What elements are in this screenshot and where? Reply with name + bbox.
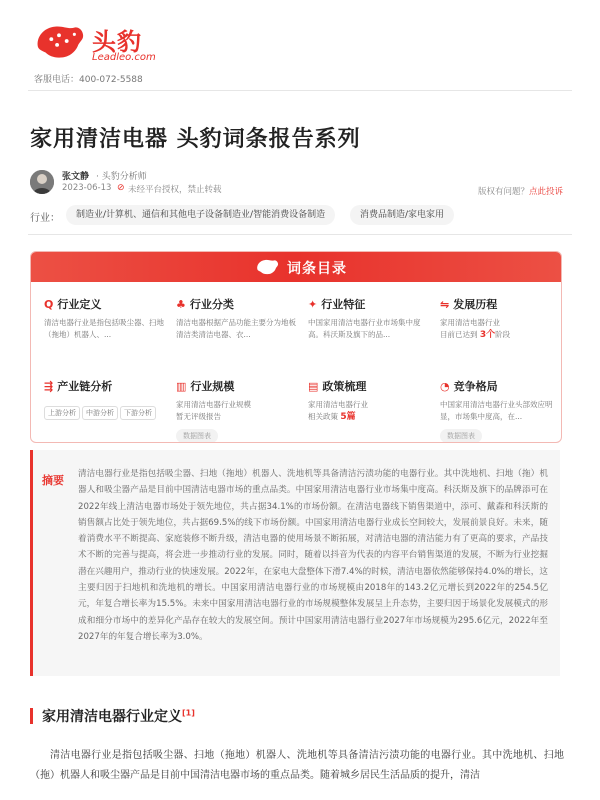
catalog-item-title: 政策梳理 — [322, 380, 367, 393]
chain-icon: ⇶ — [44, 380, 54, 393]
catalog-item-title: 竞争格局 — [453, 380, 498, 393]
abstract-label: 摘要 — [42, 474, 64, 487]
catalog-item-history[interactable] — [440, 296, 560, 341]
tags-divider — [28, 234, 572, 235]
catalog-item-title: 行业定义 — [57, 298, 102, 311]
catalog-item-definition[interactable] — [44, 296, 164, 341]
catalog-item-title: 行业分类 — [189, 298, 234, 311]
hotline-text: 客服电话：400-072-5588 — [34, 75, 143, 85]
catalog-item-title: 发展历程 — [453, 298, 498, 311]
timeline-icon: ⇋ — [440, 298, 450, 311]
author-role: · 头豹分析师 — [96, 172, 147, 182]
catalog-box — [30, 251, 562, 443]
section-body: 清洁电器行业是指包括吸尘器、扫地（拖地）机器人、洗地机等具备清洁污渍功能的电器行业。其中洗地机、扫地（拖）机器人和吸尘器产品是目前中国清洁电器市场的重点品类。随着城乡居民生活品质的提升，清洁 — [30, 750, 564, 781]
catalog-item-desc — [308, 399, 428, 423]
section-title — [42, 706, 195, 726]
desc-number: 5篇 — [340, 412, 356, 422]
hierarchy-icon: ♣ — [176, 298, 186, 311]
abstract-box — [30, 450, 560, 676]
catalog-item-desc: 中国家用清洁电器行业市场集中度高。科沃斯及旗下的品... — [308, 318, 421, 339]
catalog-item-title: 行业规模 — [190, 380, 235, 393]
catalog-item-title: 产业链分析 — [57, 380, 113, 393]
section-title-text: 家用清洁电器行业定义 — [42, 709, 182, 725]
policy-icon: ▤ — [308, 380, 319, 393]
catalog-item-desc: 清洁电器根据产品功能主要分为地板清洁类清洁电器、衣... — [176, 318, 296, 339]
brand-name: 头豹 — [92, 28, 142, 56]
industry-tag[interactable]: 制造业/计算机、通信和其他电子设备制造业/智能消费设备制造 — [66, 205, 335, 225]
bar-chart-icon: ▥ — [176, 380, 187, 393]
chain-tags — [44, 400, 164, 420]
no-reprint-icon: ⊘ — [117, 183, 125, 193]
page-title: 家用清洁电器 头豹词条报告系列 — [30, 127, 361, 152]
header-divider — [28, 90, 572, 91]
pie-icon: ◔ — [440, 380, 450, 393]
abstract-text: 清洁电器行业是指包括吸尘器、扫地（拖地）机器人、洗地机等具备清洁污渍功能的电器行业。其中洗地机、扫地（拖）机器人和吸尘器产品是目前中国清洁电器市场的重点品类。中国家用清洁电器行业市场集中度高。科沃斯及旗下的品牌添可在2022年线上清洁电器市场处于领先地位，共占据34.1%的市场份额。在清洁电器线下销售渠道中，添可、戴森和科沃斯的销售额占比处于领先地位，共占据69.5%的线下市场份额。中国家用清洁电器行业成长空间较大，发展前景良好。未来，随着消费水平不断提高、家庭装修不断升级，清洁电器的使用场景不断拓展，对清洁电器的清洁能力有了更高的要求，产品技术不断的完善与提高，将会进一步推动行业的发展。同时，随着以抖音为代表的内容平台销售渠道的发展，不断为行业挖掘潜在兴趣用户，推动行业的快速发展。2022年，在家电大盘整体下滑7.4%的时候，清洁电器依然能够保持4.0%的增长，这主要归因于扫地机和洗地机的增长。中国家用清洁电器行业的市场规模由2018年的143.2亿元增长到2022年的254.5亿元，年复合增长率为15.5%。未来中国家用清洁电器行业的市场规模整体发展呈上升态势，主要归因于场景化发展模式的形成和细分市场中的差异化产品存在较大的发展空间。预计中国家用清洁电器行业2027年市场规模为295.6亿元，2022年至2027年的年复合增长率为3.0%。 — [78, 469, 548, 642]
desc-text: 家用清洁电器行业 — [308, 400, 368, 409]
brand-domain: Leadleo.com — [92, 52, 156, 63]
leopard-logo-icon — [253, 256, 281, 278]
catalog-item-chain[interactable] — [44, 378, 164, 420]
catalog-item-desc: 中国家用清洁电器行业头部效应明显，市场集中度高，在... — [440, 400, 553, 421]
catalog-item-features[interactable] — [308, 296, 428, 341]
industry-tag[interactable]: 消费品制造/家电家用 — [350, 205, 454, 225]
desc-text: 相关政策 — [308, 412, 338, 421]
desc-number: 3个 — [479, 330, 496, 340]
catalog-item-policy[interactable] — [308, 378, 428, 423]
catalog-item-competition[interactable] — [440, 378, 560, 443]
copyright-feedback — [478, 185, 563, 197]
author-avatar — [30, 170, 54, 194]
desc-text: 家用清洁电器行业 — [440, 318, 500, 327]
catalog-item-title: 行业特征 — [321, 298, 366, 311]
chain-tag[interactable]: 上游分析 — [44, 406, 80, 420]
chart-pill[interactable]: 数据图表 — [440, 429, 482, 443]
reference-link[interactable]: [1] — [182, 708, 195, 718]
chain-tag[interactable]: 中游分析 — [82, 406, 118, 420]
feedback-prefix: 版权有问题？ — [478, 187, 530, 197]
chart-pill[interactable]: 数据图表 — [176, 429, 218, 443]
complaint-link[interactable]: 点此投诉 — [529, 187, 564, 197]
search-doc-icon: Q — [44, 298, 54, 311]
catalog-item-classification[interactable] — [176, 296, 296, 341]
catalog-item-desc: 清洁电器行业是指包括吸尘器、扫地（拖地）机器人、... — [44, 318, 164, 339]
industry-label: 行业： — [30, 213, 60, 224]
rights-notice: 未经平台授权，禁止转载 — [128, 185, 222, 195]
catalog-item-desc — [440, 317, 560, 341]
abstract-accent-bar — [30, 450, 33, 676]
publish-date: 2023-06-13 — [62, 183, 112, 193]
author-name: 张文静 — [62, 172, 90, 182]
section-accent-bar — [30, 708, 33, 724]
leopard-logo-icon[interactable] — [30, 18, 88, 66]
catalog-item-desc: 家用清洁电器行业规模暂无评级报告 — [176, 400, 251, 421]
feature-icon: ✦ — [308, 298, 318, 311]
desc-text: 目前已达到 — [440, 330, 478, 339]
chain-tag[interactable]: 下游分析 — [120, 406, 156, 420]
catalog-title: 词条目录 — [287, 261, 347, 277]
catalog-item-scale[interactable] — [176, 378, 296, 443]
desc-text: 阶段 — [495, 330, 511, 339]
